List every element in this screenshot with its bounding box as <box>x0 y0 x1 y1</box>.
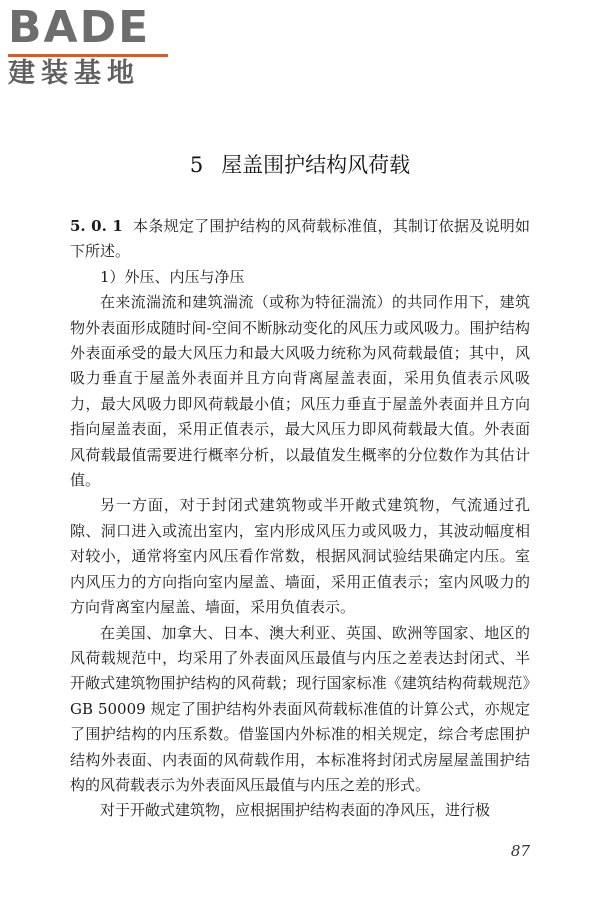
clause-text: 本条规定了围护结构的风荷载标准值，其制订依据及说明如下所述。 <box>70 217 530 261</box>
logo-wordmark: BADE <box>8 2 151 53</box>
clause-number: 5. 0. 1 <box>70 217 123 235</box>
body-text <box>70 214 530 824</box>
chapter-title <box>0 150 600 180</box>
page-number: 87 <box>510 842 530 860</box>
clause-paragraph <box>70 214 530 265</box>
paragraph-open-buildings: 对于开敞式建筑物，应根据围护结构表面的净风压，进行极 <box>100 801 491 820</box>
subheading-external-internal-net-pressure: 1）外压、内压与净压 <box>100 267 245 286</box>
chapter-number: 5 <box>189 153 204 177</box>
logo-chinese-name: 建装基地 <box>8 58 140 89</box>
paragraph-external-pressure: 在来流湍流和建筑湍流（或称为特征湍流）的共同作用下，建筑物外表面形成随时间-空间不断脉动变化的风压力或风吸力。围护结构外表面承受的最大风压力和最大风吸力统称为风荷载最值；其中，风吸力垂直于屋盖外表面并且方向背离屋盖表面，采用负值表示风吸力，最大风吸力即风荷载最小值；风压力垂直于屋盖外表面并且方向指向屋盖表面，采用正值表示，最大风压力即风荷载最大值。外表面风荷载最值需要进行概率分析，以最值发生概率的分位数作为其估计值。 <box>70 293 530 490</box>
logo <box>8 4 178 91</box>
chapter-title-text: 屋盖围护结构风荷载 <box>221 153 411 177</box>
paragraph-standards: 在美国、加拿大、日本、澳大利亚、英国、欧洲等国家、地区的风荷载规范中，均采用了外表面风压最值与内压之差表达封闭式、半开敞式建筑物围护结构的风荷载；现行国家标准《建筑结构荷载规范》GB 50009 规定了围护结构外表面风荷载标准值的计算公式，亦规定了围护结构的内压系数。借鉴国内外标准的相关规定，综合考虑围护结构外表面、内表面的风荷载作用，本标准将封闭式房屋屋盖围护结构的风荷载表示为外表面风压最值与内压之差的形式。 <box>70 623 530 794</box>
paragraph-internal-pressure: 另一方面，对于封闭式建筑物或半开敞式建筑物，气流通过孔隙、洞口进入或流出室内，室内形成风压力或风吸力，其波动幅度相对较小，通常将室内风压看作常数，根据风洞试验结果确定内压。室内风压力的方向指向室内屋盖、墙面，采用正值表示；室内风吸力的方向背离室内屋盖、墙面，采用负值表示。 <box>70 496 530 617</box>
